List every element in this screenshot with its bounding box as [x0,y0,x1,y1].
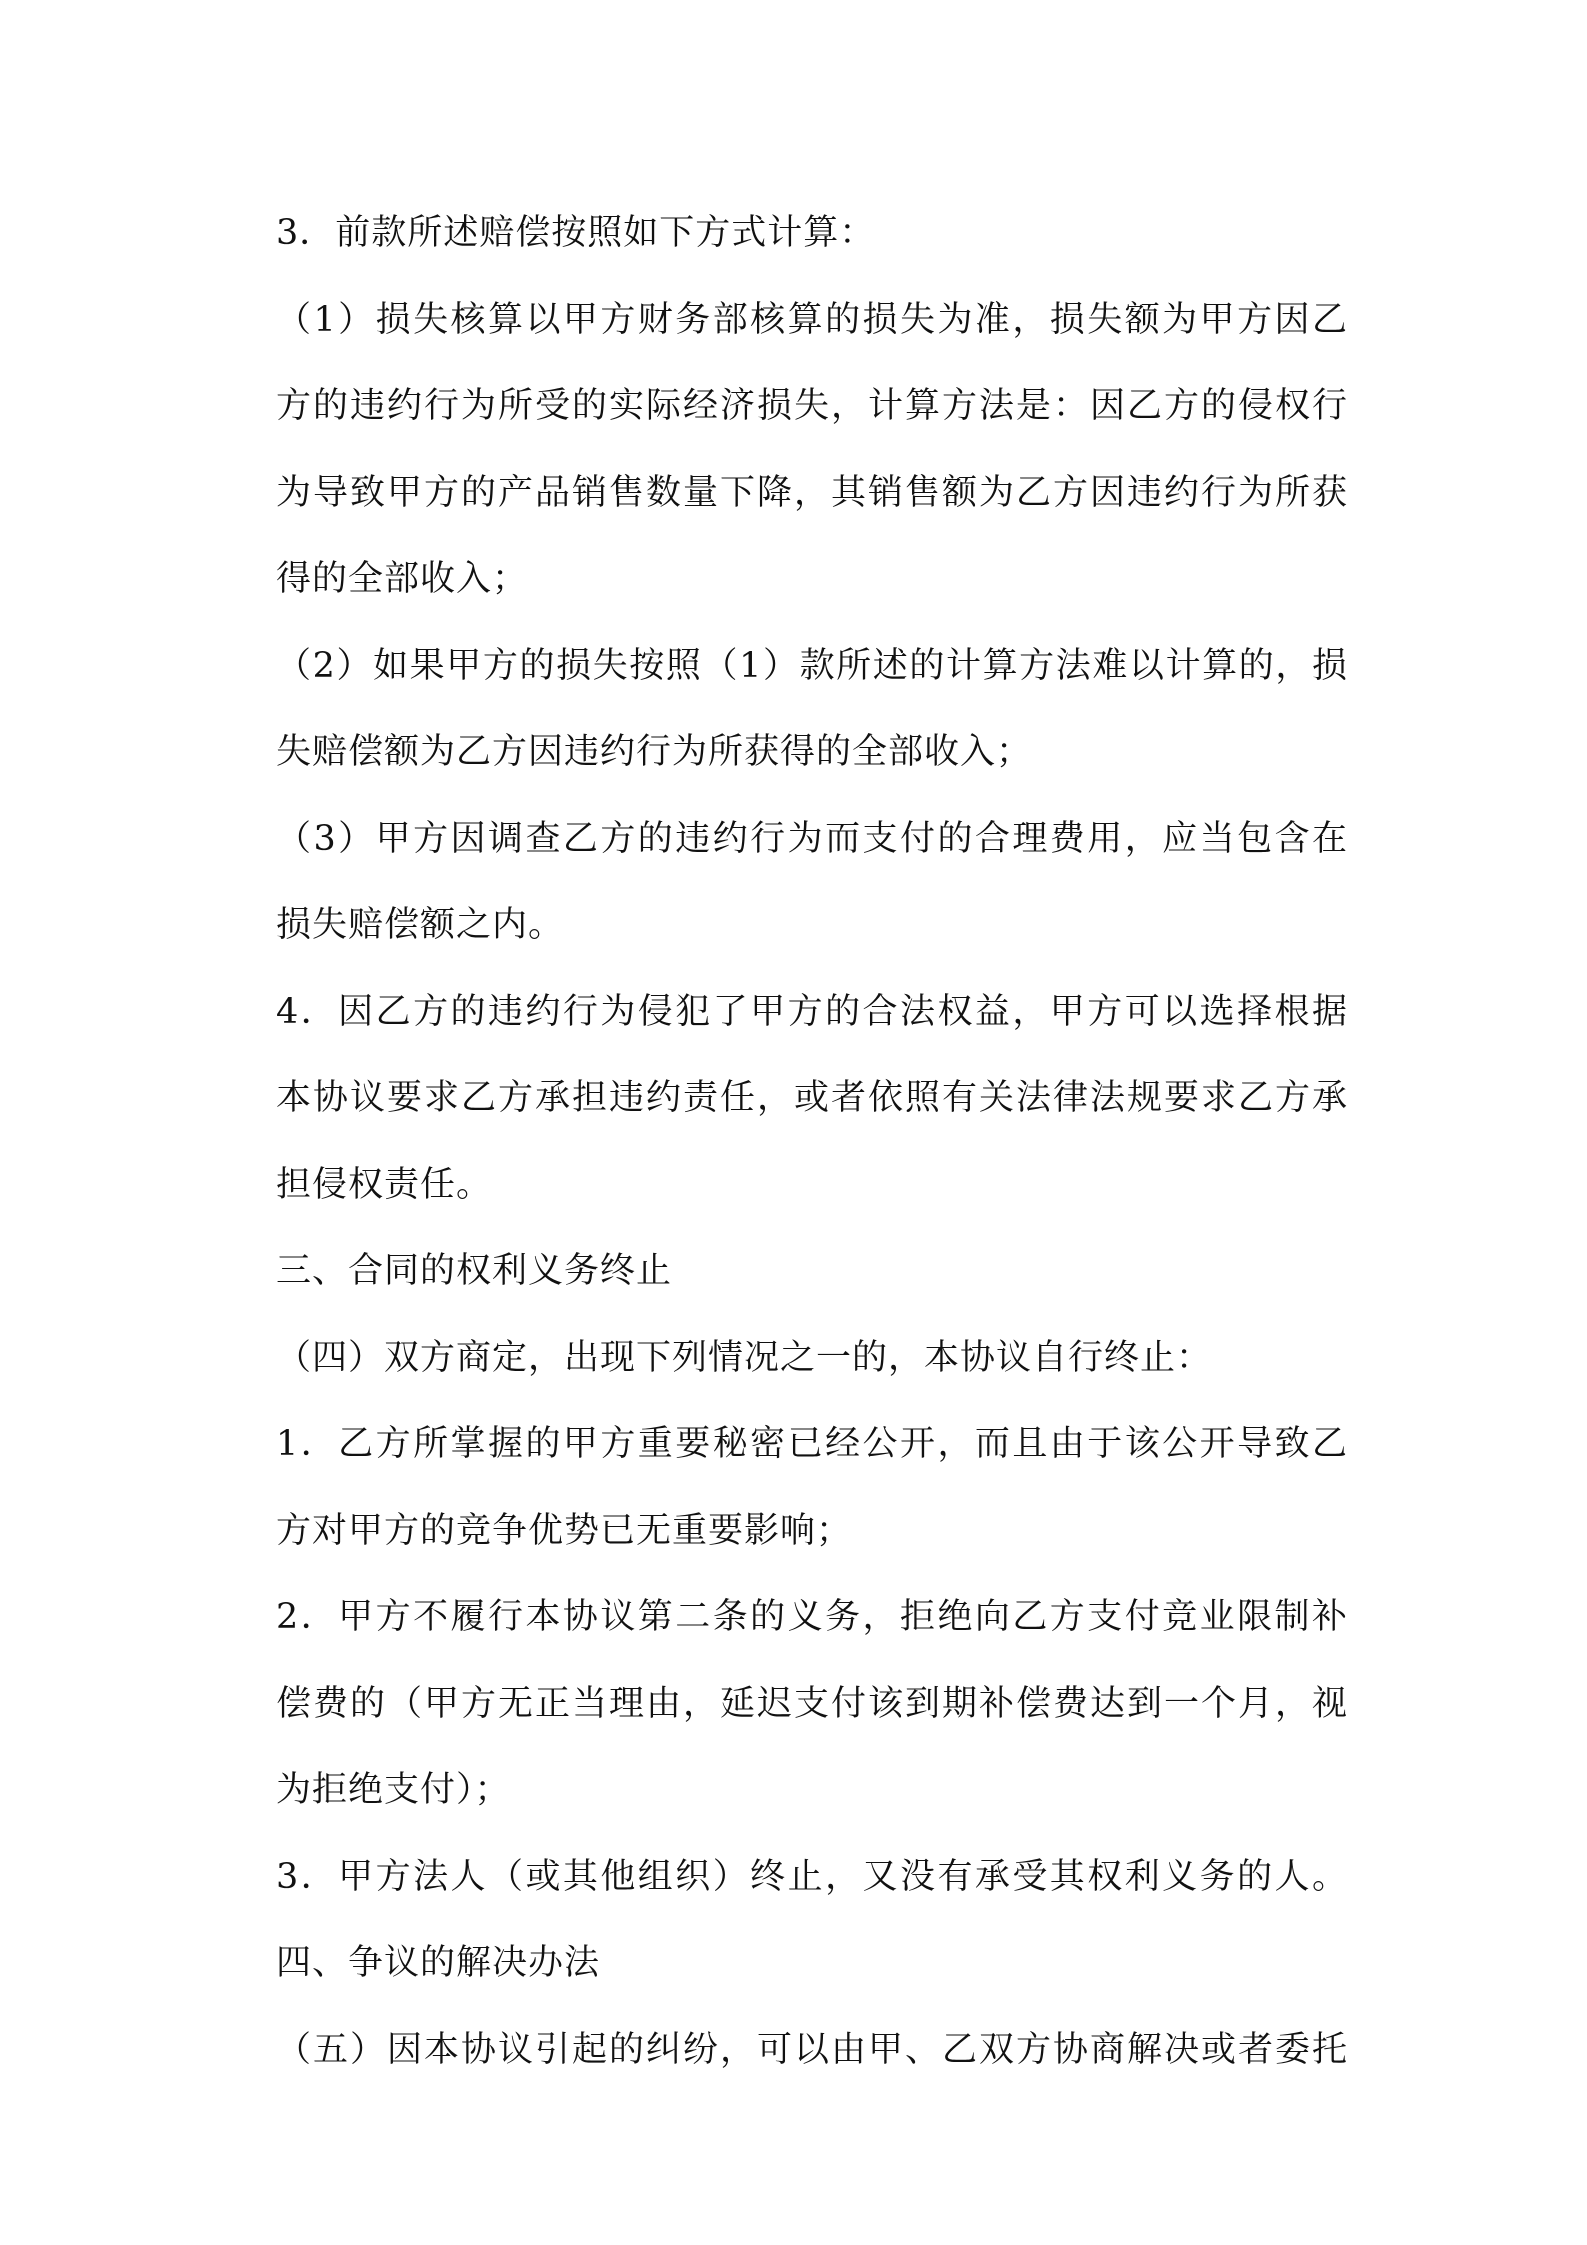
text-line: 3．前款所述赔偿按照如下方式计算： [276,213,876,253]
text-line: 为拒绝支付）； [276,1770,511,1810]
text-line: （四）双方商定，出现下列情况之一的，本协议自行终止： [276,1337,1213,1378]
text-line: 4．因乙方的违约行为侵犯了甲方的合法权益，甲方可以选择根据 [276,991,1348,1032]
text-line: 偿费的（甲方无正当理由，延迟支付该到期补偿费达到一个月，视 [276,1683,1348,1724]
text-line: 为导致甲方的产品销售数量下降，其销售额为乙方因违约行为所获 [276,472,1348,513]
text-line: 得的全部收入； [276,559,529,599]
text-line: （五）因本协议引起的纠纷，可以由甲、乙双方协商解决或者委托 [276,2029,1348,2070]
text-line: 1．乙方所掌握的甲方重要秘密已经公开，而且由于该公开导致乙 [276,1424,1348,1464]
text-line: （3）甲方因调查乙方的违约行为而支付的合理费用，应当包含在 [276,818,1348,859]
section-heading: 三、合同的权利义务终止 [276,1251,673,1291]
text-line: 方对甲方的竞争优势已无重要影响； [276,1510,853,1551]
text-line: 失赔偿额为乙方因违约行为所获得的全部收入； [276,732,1033,772]
text-line: 本协议要求乙方承担违约责任，或者依照有关法律法规要求乙方承 [276,1078,1348,1118]
text-line: （1）损失核算以甲方财务部核算的损失为准，损失额为甲方因乙 [276,299,1348,340]
document-body [276,190,1348,2093]
text-line: 2．甲方不履行本协议第二条的义务，拒绝向乙方支付竞业限制补 [276,1597,1348,1637]
text-line: 担侵权责任。 [276,1164,493,1205]
text-line: 方的违约行为所受的实际经济损失，计算方法是：因乙方的侵权行 [276,386,1348,426]
text-line: 3．甲方法人（或其他组织）终止，又没有承受其权利义务的人。 [276,1856,1348,1897]
text-line: 损失赔偿额之内。 [276,905,565,945]
section-heading: 四、争议的解决办法 [276,1943,601,1983]
text-line: （2）如果甲方的损失按照（1）款所述的计算方法难以计算的，损 [276,645,1348,686]
